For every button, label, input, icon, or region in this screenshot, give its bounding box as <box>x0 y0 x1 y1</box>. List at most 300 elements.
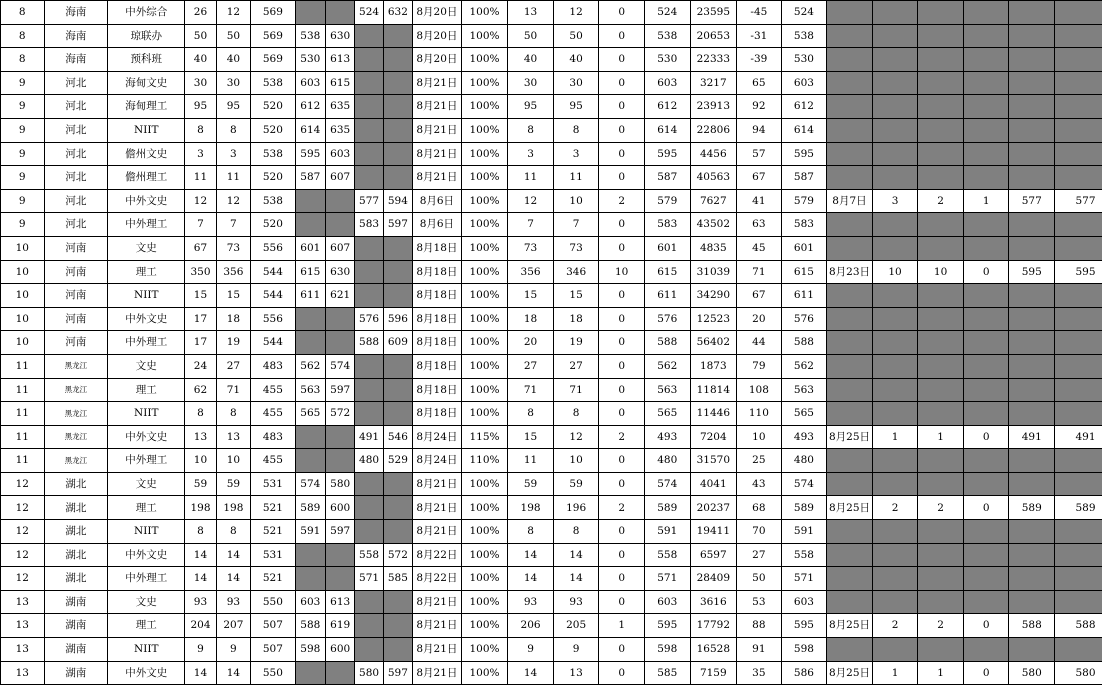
table-cell: 河北 <box>44 95 108 119</box>
table-cell: 100% <box>461 24 508 48</box>
table-cell: 11 <box>1 402 45 426</box>
table-cell: 544 <box>251 284 296 308</box>
table-cell: 15 <box>185 284 216 308</box>
table-cell: 8月18日 <box>413 284 462 308</box>
table-cell <box>963 472 1009 496</box>
table-cell: 601 <box>295 236 325 260</box>
table-cell: 100% <box>461 236 508 260</box>
table-cell: 8月21日 <box>413 590 462 614</box>
table-cell: 43 <box>737 472 782 496</box>
table-cell: 630 <box>326 260 355 284</box>
table-cell: 587 <box>644 166 690 190</box>
table-cell: 1 <box>599 614 645 638</box>
table-cell: 630 <box>326 24 355 48</box>
table-cell: 8月21日 <box>413 472 462 496</box>
table-cell: 455 <box>251 449 296 473</box>
table-cell: 577 <box>1055 189 1102 213</box>
table-cell: 河北 <box>44 118 108 142</box>
table-cell: 8月24日 <box>413 449 462 473</box>
table-cell: 569 <box>251 24 296 48</box>
table-cell: 2 <box>918 496 964 520</box>
table-cell <box>355 71 383 95</box>
table-cell <box>918 354 964 378</box>
table-cell: 9 <box>1 118 45 142</box>
table-cell: 588 <box>295 614 325 638</box>
table-cell: 12 <box>1 472 45 496</box>
table-cell: 7 <box>216 213 250 237</box>
table-cell <box>918 638 964 662</box>
table-cell <box>918 213 964 237</box>
table-cell <box>383 71 412 95</box>
table-cell: 9 <box>185 638 216 662</box>
table-cell: 0 <box>963 614 1009 638</box>
table-cell: 63 <box>737 213 782 237</box>
table-cell: 100% <box>461 354 508 378</box>
table-row <box>1 354 1102 378</box>
table-cell <box>918 48 964 72</box>
table-cell: 100% <box>461 402 508 426</box>
table-cell: 70 <box>737 520 782 544</box>
table-cell <box>918 1 964 25</box>
table-cell <box>295 567 325 591</box>
table-cell: 8月25日 <box>827 496 873 520</box>
table-cell: 93 <box>553 590 599 614</box>
table-cell: 91 <box>737 638 782 662</box>
table-cell <box>1055 24 1102 48</box>
table-cell: 100% <box>461 95 508 119</box>
table-cell <box>1009 307 1055 331</box>
table-cell: NIIT <box>108 402 185 426</box>
table-cell: 595 <box>1055 260 1102 284</box>
table-row <box>1 71 1102 95</box>
table-cell: 93 <box>185 590 216 614</box>
table-cell: 73 <box>508 236 554 260</box>
table-cell: 1 <box>918 661 964 685</box>
table-cell <box>872 48 918 72</box>
table-cell: 湖北 <box>44 567 108 591</box>
table-cell <box>827 354 873 378</box>
table-cell: 594 <box>383 189 412 213</box>
table-cell: 44 <box>737 331 782 355</box>
table-cell: 15 <box>553 284 599 308</box>
table-cell: 黑龙江 <box>44 402 108 426</box>
table-cell: 100% <box>461 331 508 355</box>
table-cell: 585 <box>644 661 690 685</box>
table-cell: 8月21日 <box>413 661 462 685</box>
table-cell: 中外文史 <box>108 189 185 213</box>
table-cell: 9 <box>1 213 45 237</box>
table-cell: 6597 <box>690 543 737 567</box>
table-cell: 572 <box>326 402 355 426</box>
table-cell: 100% <box>461 590 508 614</box>
table-cell: 8月20日 <box>413 24 462 48</box>
table-cell <box>295 425 325 449</box>
table-cell: 8月21日 <box>413 71 462 95</box>
table-cell: 356 <box>508 260 554 284</box>
table-cell <box>963 24 1009 48</box>
table-cell: 521 <box>251 520 296 544</box>
table-cell: 8 <box>508 520 554 544</box>
table-cell: 598 <box>295 638 325 662</box>
table-cell: 493 <box>781 425 827 449</box>
table-cell: 海甸理工 <box>108 95 185 119</box>
table-cell <box>355 166 383 190</box>
table-cell <box>326 661 355 685</box>
table-cell: 0 <box>599 166 645 190</box>
table-cell <box>827 378 873 402</box>
table-cell <box>918 95 964 119</box>
table-cell: 9 <box>216 638 250 662</box>
table-row <box>1 260 1102 284</box>
table-cell <box>355 590 383 614</box>
table-cell: 571 <box>644 567 690 591</box>
table-cell: 597 <box>326 520 355 544</box>
table-cell: 31039 <box>690 260 737 284</box>
table-cell: 563 <box>644 378 690 402</box>
table-cell: 100% <box>461 638 508 662</box>
table-cell: 文史 <box>108 354 185 378</box>
table-cell: 574 <box>295 472 325 496</box>
table-cell: 601 <box>644 236 690 260</box>
table-cell <box>872 236 918 260</box>
table-cell: 理工 <box>108 260 185 284</box>
table-cell <box>1055 166 1102 190</box>
table-cell: 8月25日 <box>827 661 873 685</box>
table-cell: 8月20日 <box>413 48 462 72</box>
table-cell: 612 <box>644 95 690 119</box>
table-cell: 198 <box>216 496 250 520</box>
table-cell: 理工 <box>108 378 185 402</box>
table-cell: 480 <box>644 449 690 473</box>
table-cell <box>295 449 325 473</box>
table-cell: 562 <box>781 354 827 378</box>
table-cell: 40 <box>216 48 250 72</box>
table-cell: 520 <box>251 213 296 237</box>
table-cell: 8月18日 <box>413 307 462 331</box>
table-cell: 100% <box>461 284 508 308</box>
table-cell: 612 <box>295 95 325 119</box>
table-cell: 8 <box>508 118 554 142</box>
table-cell <box>963 638 1009 662</box>
table-cell: 603 <box>781 71 827 95</box>
table-cell <box>1009 472 1055 496</box>
table-cell <box>827 638 873 662</box>
table-cell <box>1009 95 1055 119</box>
table-cell: 100% <box>461 307 508 331</box>
table-cell <box>963 378 1009 402</box>
table-cell: 521 <box>251 567 296 591</box>
table-cell <box>326 567 355 591</box>
table-cell: 7 <box>553 213 599 237</box>
table-cell: 8 <box>185 118 216 142</box>
table-cell <box>918 236 964 260</box>
table-cell: 569 <box>251 1 296 25</box>
table-cell <box>1055 402 1102 426</box>
table-cell <box>383 118 412 142</box>
table-cell: 9 <box>1 142 45 166</box>
table-cell: 538 <box>251 142 296 166</box>
table-cell: 95 <box>185 95 216 119</box>
table-cell: 11 <box>508 166 554 190</box>
table-cell: 619 <box>326 614 355 638</box>
table-cell: 603 <box>295 590 325 614</box>
table-cell: 538 <box>251 189 296 213</box>
table-cell <box>963 95 1009 119</box>
table-cell <box>355 118 383 142</box>
table-cell: 湖北 <box>44 520 108 544</box>
table-cell: 589 <box>1009 496 1055 520</box>
table-cell: 100% <box>461 472 508 496</box>
table-row <box>1 614 1102 638</box>
table-cell: 483 <box>251 425 296 449</box>
table-cell: 湖南 <box>44 614 108 638</box>
table-cell <box>383 472 412 496</box>
table-cell: 603 <box>781 590 827 614</box>
table-cell: 27 <box>508 354 554 378</box>
table-cell: 1 <box>872 425 918 449</box>
table-cell: 88 <box>737 614 782 638</box>
table-cell: 546 <box>383 425 412 449</box>
table-cell <box>963 142 1009 166</box>
table-cell: 40 <box>508 48 554 72</box>
table-row <box>1 1 1102 25</box>
table-cell <box>918 118 964 142</box>
table-cell: 中外理工 <box>108 331 185 355</box>
table-cell: 588 <box>781 331 827 355</box>
table-cell: 31570 <box>690 449 737 473</box>
table-cell <box>1009 24 1055 48</box>
table-cell: 574 <box>644 472 690 496</box>
table-cell: 河南 <box>44 284 108 308</box>
table-cell: 565 <box>295 402 325 426</box>
table-cell: 9 <box>508 638 554 662</box>
table-cell: 558 <box>781 543 827 567</box>
table-cell <box>355 236 383 260</box>
table-cell <box>872 378 918 402</box>
table-cell: 0 <box>599 331 645 355</box>
table-cell: 507 <box>251 638 296 662</box>
table-cell <box>872 472 918 496</box>
table-cell: 95 <box>553 95 599 119</box>
table-cell: 40 <box>185 48 216 72</box>
table-cell <box>827 472 873 496</box>
table-cell <box>383 284 412 308</box>
table-cell: 520 <box>251 95 296 119</box>
table-cell: 20237 <box>690 496 737 520</box>
table-cell: 67 <box>737 166 782 190</box>
table-cell <box>326 331 355 355</box>
table-cell: 591 <box>644 520 690 544</box>
table-cell: 455 <box>251 378 296 402</box>
table-cell: 黑龙江 <box>44 378 108 402</box>
table-cell: 14 <box>216 567 250 591</box>
table-cell: 8月25日 <box>827 614 873 638</box>
table-cell: 205 <box>553 614 599 638</box>
table-cell: 9 <box>1 95 45 119</box>
table-cell: 河北 <box>44 166 108 190</box>
table-cell <box>355 638 383 662</box>
table-cell <box>918 71 964 95</box>
table-cell: 587 <box>781 166 827 190</box>
table-cell: 589 <box>295 496 325 520</box>
table-cell <box>383 24 412 48</box>
table-cell <box>827 71 873 95</box>
table-cell <box>963 307 1009 331</box>
table-cell: 8月18日 <box>413 402 462 426</box>
table-cell: 43502 <box>690 213 737 237</box>
table-cell: 17792 <box>690 614 737 638</box>
table-cell <box>383 590 412 614</box>
table-cell <box>1009 543 1055 567</box>
table-cell: 524 <box>644 1 690 25</box>
table-cell: 524 <box>781 1 827 25</box>
table-cell: 8月18日 <box>413 354 462 378</box>
table-cell: 10 <box>1 331 45 355</box>
table-cell <box>963 567 1009 591</box>
table-cell: 8 <box>216 402 250 426</box>
table-cell <box>963 520 1009 544</box>
table-cell <box>1009 449 1055 473</box>
table-cell: 40 <box>553 48 599 72</box>
table-cell: 35 <box>737 661 782 685</box>
table-cell: 0 <box>599 284 645 308</box>
table-cell: 8月21日 <box>413 166 462 190</box>
table-cell: 521 <box>251 496 296 520</box>
table-cell: 100% <box>461 567 508 591</box>
table-cell <box>918 142 964 166</box>
table-cell: 204 <box>185 614 216 638</box>
table-cell: 538 <box>295 24 325 48</box>
table-cell <box>1055 590 1102 614</box>
table-cell: 11 <box>216 166 250 190</box>
table-cell: 556 <box>251 236 296 260</box>
table-cell: 56402 <box>690 331 737 355</box>
table-cell: 59 <box>508 472 554 496</box>
table-cell: 1 <box>872 661 918 685</box>
table-cell <box>326 189 355 213</box>
table-cell: 34290 <box>690 284 737 308</box>
table-cell: 17 <box>185 307 216 331</box>
table-cell: 8月18日 <box>413 236 462 260</box>
table-cell: 18 <box>216 307 250 331</box>
table-cell: 196 <box>553 496 599 520</box>
table-cell: 612 <box>781 95 827 119</box>
table-cell: 0 <box>599 142 645 166</box>
table-cell: 0 <box>963 661 1009 685</box>
table-cell <box>872 213 918 237</box>
table-cell: 河北 <box>44 71 108 95</box>
table-row <box>1 402 1102 426</box>
table-cell <box>1009 638 1055 662</box>
table-cell: 22806 <box>690 118 737 142</box>
table-cell: 8月21日 <box>413 95 462 119</box>
table-cell <box>918 284 964 308</box>
table-cell: 40563 <box>690 166 737 190</box>
table-cell: 14 <box>185 543 216 567</box>
table-cell: 11 <box>1 425 45 449</box>
table-cell: 4835 <box>690 236 737 260</box>
table-cell <box>872 24 918 48</box>
table-cell <box>1009 402 1055 426</box>
table-cell: 614 <box>295 118 325 142</box>
table-cell: 580 <box>326 472 355 496</box>
table-row <box>1 378 1102 402</box>
table-cell <box>918 24 964 48</box>
table-cell: 491 <box>1055 425 1102 449</box>
table-cell: 儋州理工 <box>108 166 185 190</box>
table-cell: 0 <box>599 354 645 378</box>
table-cell <box>1009 284 1055 308</box>
table-cell: 600 <box>326 638 355 662</box>
table-cell <box>1055 331 1102 355</box>
table-cell: 9 <box>1 189 45 213</box>
table-cell <box>1055 449 1102 473</box>
table-cell <box>383 496 412 520</box>
table-cell: 13 <box>1 590 45 614</box>
table-cell: 346 <box>553 260 599 284</box>
table-cell <box>326 543 355 567</box>
table-cell <box>963 1 1009 25</box>
table-cell: 71 <box>737 260 782 284</box>
table-cell: 0 <box>599 520 645 544</box>
table-cell <box>383 402 412 426</box>
table-cell: 585 <box>383 567 412 591</box>
table-cell: 603 <box>644 590 690 614</box>
table-cell: 8月6日 <box>413 213 462 237</box>
table-cell: 563 <box>295 378 325 402</box>
table-cell: 100% <box>461 71 508 95</box>
table-cell: 8 <box>553 520 599 544</box>
table-row <box>1 48 1102 72</box>
table-cell: 8 <box>553 118 599 142</box>
table-cell: 50 <box>553 24 599 48</box>
table-cell: 0 <box>599 638 645 662</box>
table-cell: 591 <box>295 520 325 544</box>
table-cell: 黑龙江 <box>44 425 108 449</box>
table-cell: 588 <box>644 331 690 355</box>
table-cell <box>827 402 873 426</box>
table-cell <box>918 307 964 331</box>
table-cell: 100% <box>461 543 508 567</box>
table-cell: 574 <box>326 354 355 378</box>
table-cell: 湖北 <box>44 472 108 496</box>
table-cell: 603 <box>644 71 690 95</box>
table-cell: 562 <box>295 354 325 378</box>
table-cell <box>827 284 873 308</box>
table-cell: 614 <box>781 118 827 142</box>
table-cell <box>918 543 964 567</box>
table-cell: 10 <box>553 449 599 473</box>
table-cell: 0 <box>599 48 645 72</box>
table-cell: 中外理工 <box>108 449 185 473</box>
table-cell: 115% <box>461 425 508 449</box>
table-cell <box>1055 142 1102 166</box>
table-cell: 556 <box>251 307 296 331</box>
table-cell: 71 <box>216 378 250 402</box>
table-cell: 206 <box>508 614 554 638</box>
table-cell: 海南 <box>44 1 108 25</box>
table-cell <box>918 449 964 473</box>
table-cell: 13 <box>508 1 554 25</box>
table-cell <box>326 307 355 331</box>
table-cell <box>355 402 383 426</box>
table-cell: 19411 <box>690 520 737 544</box>
table-cell <box>963 354 1009 378</box>
table-cell: 27 <box>216 354 250 378</box>
table-cell <box>872 284 918 308</box>
table-cell: 50 <box>737 567 782 591</box>
table-cell <box>872 543 918 567</box>
